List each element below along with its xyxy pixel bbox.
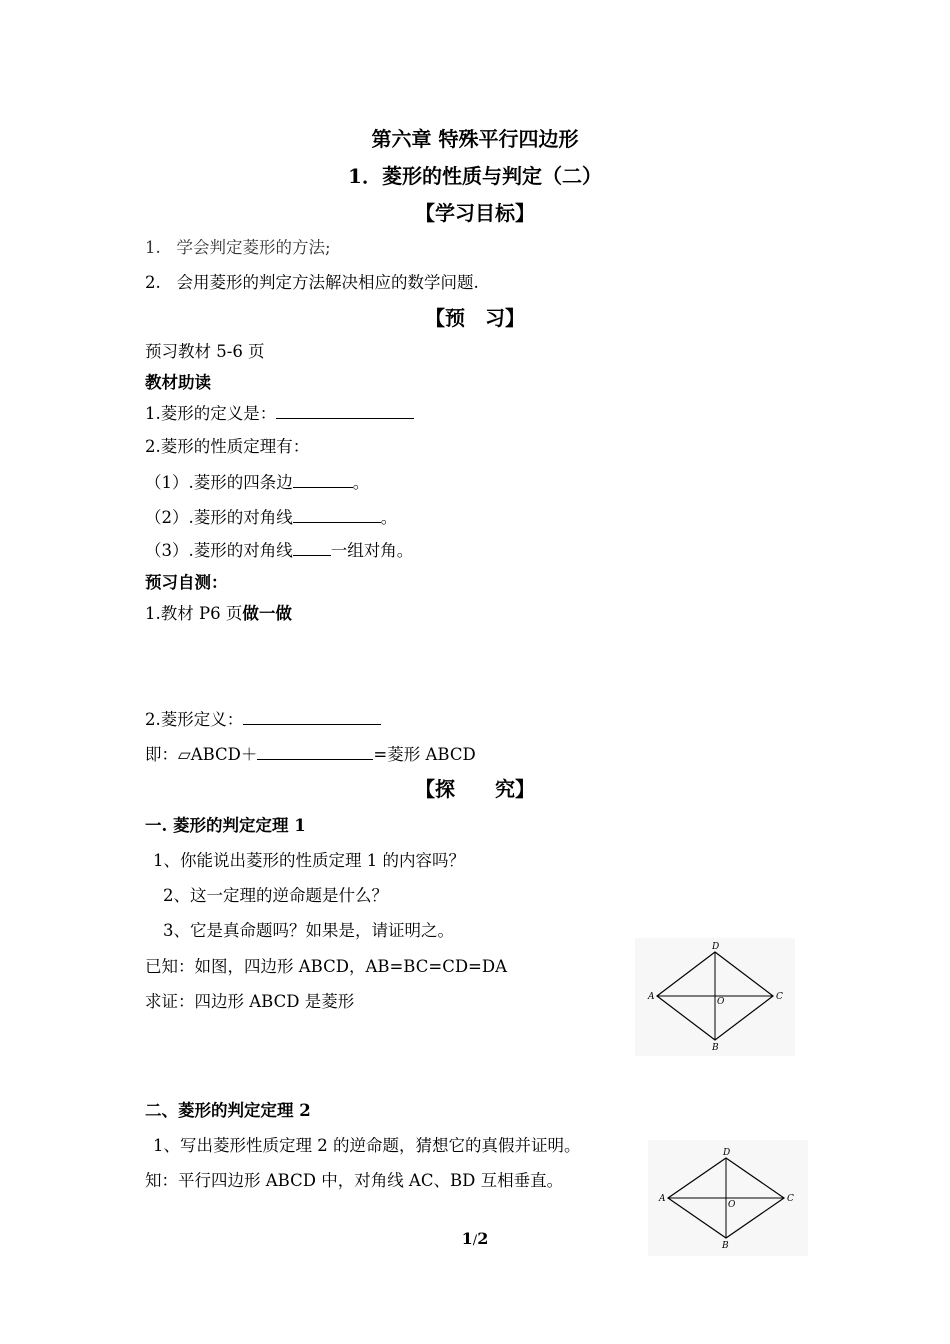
label-o: O — [717, 997, 725, 1007]
label-b: B — [712, 1043, 719, 1053]
explore-header: 【探 究】 — [415, 777, 535, 801]
property-text: （1）.菱形的四条边 — [145, 473, 293, 492]
property-item-2 — [145, 504, 397, 528]
preview-header: 【预 习】 — [425, 306, 525, 330]
goal-item-1 — [145, 234, 331, 258]
chapter-title: 第六章 特殊平行四边形 — [371, 127, 579, 151]
property-item-3 — [145, 537, 413, 561]
answer-blank[interactable] — [293, 541, 331, 556]
property-question: 2.菱形的性质定理有： — [145, 437, 310, 456]
answer-blank[interactable] — [293, 508, 381, 523]
part2-given: 知：平行四边形 ABCD 中，对角线 AC、BD 互相垂直。 — [145, 1171, 564, 1190]
selftest-item-1 — [145, 600, 292, 624]
property-end: 。 — [352, 473, 370, 492]
rhombus-figure-1 — [635, 938, 795, 1056]
page-current: 1 — [461, 1229, 473, 1248]
answer-blank[interactable] — [243, 710, 381, 725]
formula-prefix: 即： — [145, 745, 178, 764]
label-c: C — [776, 992, 783, 1002]
goal-text: 会用菱形的判定方法解决相应的数学问题. — [176, 273, 479, 292]
selftest-text: 2.菱形定义： — [145, 710, 244, 729]
answer-blank[interactable] — [293, 473, 353, 488]
part1-title: 一. 菱形的判定定理 1 — [145, 816, 306, 835]
question-1: 1、你能说出菱形的性质定理 1 的内容吗？ — [153, 851, 465, 870]
answer-blank[interactable] — [276, 404, 414, 419]
goal-num: 1. — [145, 238, 161, 257]
selftest-bold: 做一做 — [242, 604, 292, 623]
label-b: B — [722, 1241, 729, 1251]
part2-question-1: 1、写出菱形性质定理 2 的逆命题，猜想它的真假并证明。 — [153, 1136, 581, 1155]
guide-title: 教材助读 — [145, 373, 211, 392]
selftest-text: 1.教材 P6 页 — [145, 604, 243, 623]
label-d: D — [723, 1148, 731, 1158]
label-o: O — [728, 1200, 736, 1210]
goals-header: 【学习目标】 — [415, 201, 535, 225]
formula-mid: ABCD＋ — [190, 745, 258, 764]
lesson-title: 1．菱形的性质与判定（二） — [348, 164, 602, 188]
goal-item-2 — [145, 269, 479, 293]
page-total: 2 — [477, 1229, 489, 1248]
parallelogram-icon: ▱ — [178, 745, 191, 764]
answer-blank[interactable] — [257, 745, 373, 760]
label-a: A — [648, 992, 655, 1002]
property-end: 。 — [380, 508, 398, 527]
definition-label: 1.菱形的定义是： — [145, 404, 277, 423]
given-statement: 已知：如图，四边形 ABCD，AB=BC=CD=DA — [145, 957, 508, 976]
label-d: D — [712, 942, 720, 952]
property-text: （3）.菱形的对角线 — [145, 541, 293, 560]
label-a: A — [659, 1194, 666, 1204]
selftest-title: 预习自测： — [145, 573, 228, 592]
preview-pages: 预习教材 5-6 页 — [145, 342, 265, 361]
prove-statement: 求证：四边形 ABCD 是菱形 — [145, 992, 355, 1011]
definition-question — [145, 400, 414, 424]
property-end: 一组对角。 — [330, 541, 414, 560]
formula-end: =菱形 ABCD — [373, 745, 476, 764]
page-separator: / — [472, 1233, 478, 1248]
part2-title: 二、菱形的判定定理 2 — [145, 1101, 311, 1120]
goal-num: 2. — [145, 273, 161, 292]
question-2: 2、这一定理的逆命题是什么？ — [163, 886, 388, 905]
property-item-1 — [145, 469, 369, 493]
selftest-item-2 — [145, 706, 381, 730]
question-3: 3、它是真命题吗？如果是，请证明之。 — [163, 921, 454, 940]
goal-text: 学会判定菱形的方法; — [176, 238, 331, 257]
label-c: C — [787, 1194, 794, 1204]
property-text: （2）.菱形的对角线 — [145, 508, 293, 527]
page-number — [0, 1229, 950, 1248]
formula-line — [145, 741, 476, 765]
